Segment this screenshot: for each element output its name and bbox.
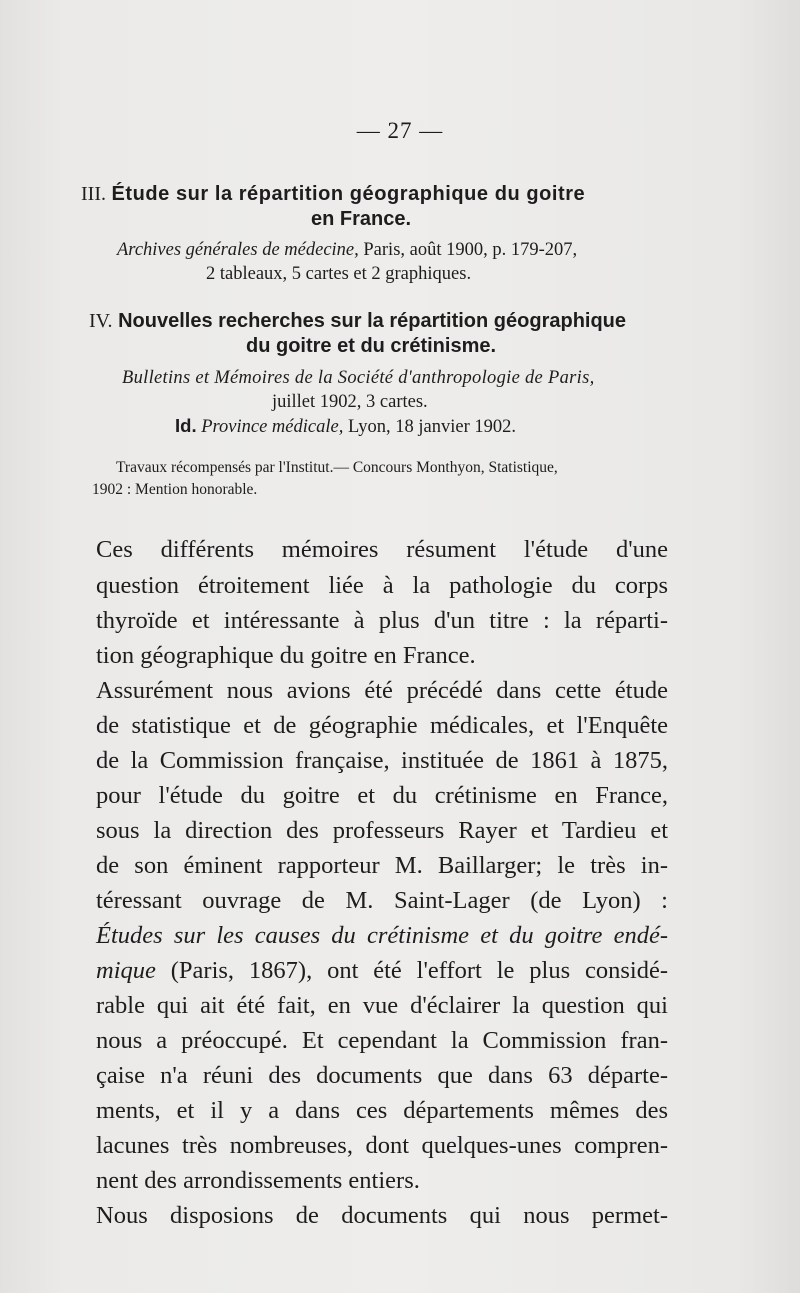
body-line-15: nous a préoccupé. Et cependant la Commission fran-	[96, 1027, 668, 1054]
body-line-18: lacunes très nombreuses, dont quelques-unes compren-	[96, 1132, 668, 1159]
entry-iii-reference-line1	[117, 240, 577, 261]
entry-iii-journal: Archives générales de médecine,	[117, 240, 359, 260]
body-line-1: Ces différents mémoires résument l'étude d'une	[96, 536, 668, 563]
body-line-11: téressant ouvrage de M. Saint-Lager (de Lyon) :	[96, 887, 668, 914]
body-line-8: pour l'étude du goitre et du crétinisme en France,	[96, 782, 668, 809]
body-line-12-italic-title: Études sur les causes du crétinisme et du goitre endé-	[96, 922, 668, 949]
page-number: — 27 —	[356, 118, 444, 143]
entry-iii-title-line1: Étude sur la répartition géographique du goitre	[111, 183, 586, 205]
entry-iv-id-line	[175, 415, 516, 438]
entry-iv-id-label: Id.	[175, 415, 197, 436]
entry-iv-id-journal: Province médicale,	[201, 417, 344, 437]
entry-iv-heading-line1	[89, 310, 626, 333]
entry-iii-reference-line2: 2 tableaux, 5 cartes et 2 graphiques.	[206, 264, 472, 284]
entry-iv-reference-line2: juillet 1902, 3 cartes.	[272, 392, 428, 412]
entry-iii-numeral: III.	[81, 183, 106, 205]
body-line-5: Assurément nous avions été précédé dans cette étude	[96, 677, 668, 704]
entry-iv-id-details: Lyon, 18 janvier 1902.	[347, 417, 516, 437]
entry-iv-title-line2: du goitre et du crétinisme.	[246, 335, 497, 357]
entry-iii-details: Paris, août 1900, p. 179-207,	[363, 240, 578, 260]
body-line-14: rable qui ait été fait, en vue d'éclairer la question qui	[96, 992, 668, 1019]
body-line-13-italic-word: mique	[96, 957, 156, 984]
entry-iv-journal: Bulletins et Mémoires de la Société d'anthropologie de Paris,	[122, 368, 595, 388]
award-note-line1: Travaux récompensés par l'Institut.— Concours Monthyon, Statistique,	[116, 459, 558, 476]
award-note-line2: 1902 : Mention honorable.	[92, 481, 258, 498]
body-line-13	[96, 959, 668, 984]
body-line-10: de son éminent rapporteur M. Baillarger; le très in-	[96, 852, 668, 879]
body-line-17: ments, et il y a dans ces départements mêmes des	[96, 1097, 668, 1124]
body-line-7: de la Commission française, instituée de 1861 à 1875,	[96, 747, 668, 774]
body-line-16: çaise n'a réuni des documents que dans 63 départe-	[96, 1062, 668, 1089]
entry-iv-title-line1: Nouvelles recherches sur la répartition géographique	[118, 310, 627, 332]
entry-iii-heading-line1	[81, 183, 585, 206]
body-line-2: question étroitement liée à la pathologie du corps	[96, 572, 668, 599]
body-line-13-rest: (Paris, 1867), ont été l'effort le plus considé-	[170, 957, 668, 984]
body-line-4: tion géographique du goitre en France.	[96, 642, 476, 669]
body-line-3: thyroïde et intéressante à plus d'un titre : la réparti-	[96, 607, 668, 634]
body-line-19: nent des arrondissements entiers.	[96, 1167, 420, 1194]
entry-iii-title-line2: en France.	[311, 208, 412, 230]
body-line-6: de statistique et de géographie médicales, et l'Enquête	[96, 712, 668, 739]
entry-iv-numeral: IV.	[89, 310, 113, 332]
body-line-20: Nous disposions de documents qui nous permet-	[96, 1202, 668, 1229]
entry-iv-reference-line1	[122, 368, 595, 389]
body-line-9: sous la direction des professeurs Rayer et Tardieu et	[96, 817, 668, 844]
